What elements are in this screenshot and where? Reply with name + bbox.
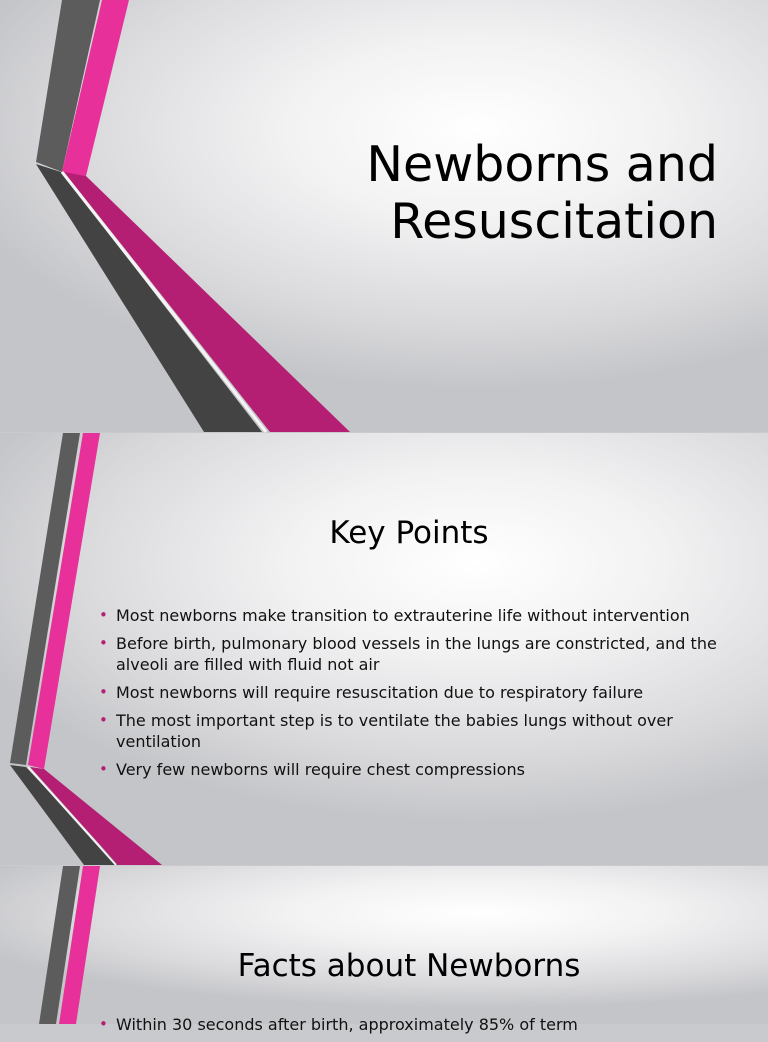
slide-heading: Key Points [329, 515, 489, 551]
bullet-item: • Most newborns make transition to extrauterine life without intervention [99, 606, 690, 625]
bullet-item: • Very few newborns will require chest compressions [99, 760, 525, 779]
bullet-list [98, 1014, 728, 1042]
bullet-dot-icon: • [99, 1015, 108, 1033]
slide-3 [0, 866, 768, 1034]
bullet-list [98, 605, 728, 787]
bullet-dot-icon: • [99, 760, 108, 778]
bullet-item: • Most newborns will require resuscitation due to respiratory failure [99, 683, 644, 702]
bullet-dot-icon: • [99, 683, 108, 701]
ribbon-decoration [0, 866, 768, 1024]
bullet-item: • Within 30 seconds after birth, approximately 85% of term [99, 1015, 578, 1034]
slide-2 [0, 433, 768, 865]
slide-1 [0, 0, 768, 432]
bullet-item: • The most important step is to ventilate the babies lungs without over ventilation [99, 711, 673, 751]
bullet-dot-icon: • [99, 606, 108, 624]
bullet-item: • Before birth, pulmonary blood vessels in the lungs are constricted, and the alveoli are filled with fluid not air [99, 634, 717, 674]
bullet-dot-icon: • [99, 634, 108, 652]
bullet-dot-icon: • [99, 711, 108, 729]
slide-heading: Facts about Newborns [237, 948, 581, 984]
presentation-title: Newborns and Resuscitation [366, 136, 718, 250]
